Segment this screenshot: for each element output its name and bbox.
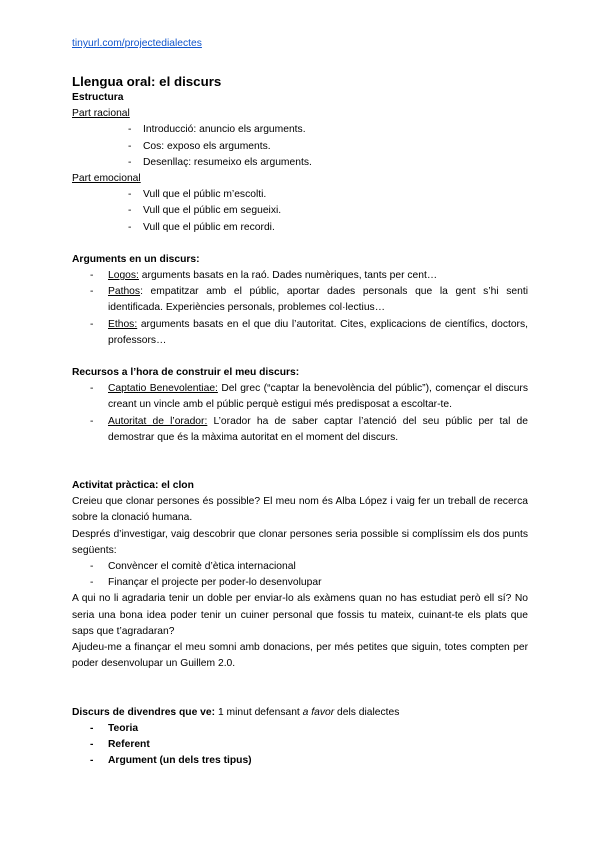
argument-term: Pathos xyxy=(108,286,141,298)
project-link[interactable]: tinyurl.com/projectedialectes xyxy=(72,38,202,49)
activitat-heading: Activitat pràctica: el clon xyxy=(72,480,194,492)
activitat-list xyxy=(72,559,528,591)
list-item: - Introducció: anuncio els arguments. xyxy=(72,122,528,138)
argument-term: Ethos: xyxy=(108,318,138,330)
activitat-paragraph-4: Ajudeu-me a finançar el meu somni amb donacions, per més petites que siguin, totes compten per poder desenvolupar un Guillem 2.0. xyxy=(72,642,528,670)
part-emocional-label: Part emocional xyxy=(72,173,141,185)
divendres-italic: a favor xyxy=(302,706,335,718)
part-racional-label: Part racional xyxy=(72,108,130,120)
divendres-list xyxy=(72,721,528,770)
list-item: - Desenllaç: resumeixo els arguments. xyxy=(72,155,528,171)
argument-item-ethos xyxy=(72,317,528,349)
divendres-line xyxy=(72,705,528,721)
list-item: - Finançar el projecte per poder-lo desenvolupar xyxy=(72,575,528,591)
argument-item-logos xyxy=(72,268,528,284)
document-title: Llengua oral: el discurs xyxy=(72,74,222,89)
list-item: - Teoria xyxy=(72,721,528,737)
part-emocional-list xyxy=(72,187,528,236)
part-racional-list xyxy=(72,122,528,171)
recurs-item-autoritat xyxy=(72,414,528,446)
divendres-lead: Discurs de divendres que ve: xyxy=(72,706,216,718)
arguments-heading: Arguments en un discurs: xyxy=(72,253,200,265)
argument-term: Logos: xyxy=(108,270,139,282)
recurs-item-captatio xyxy=(72,381,528,413)
argument-text: arguments basats en la raó. Dades numèriques, tants per cent… xyxy=(138,270,438,282)
list-item: - Vull que el públic em segueixi. xyxy=(72,203,528,219)
argument-item-pathos xyxy=(72,284,528,316)
list-item: - Argument (un dels tres tipus) xyxy=(72,753,528,769)
estructura-heading: Estructura xyxy=(72,92,124,103)
divendres-text: 1 minut defensant xyxy=(215,706,303,718)
activitat-paragraph-3: A qui no li agradaria tenir un doble per enviar-lo als exàmens quan no has estudiat però ell sí? No seria una bona idea poder tenir un cuiner personal que fossis tu mateix, cuinant-te els plats que saps que t’agradaran? xyxy=(72,593,528,637)
activitat-paragraph-2: Després d’investigar, vaig descobrir que clonar persones seria possible si complíssim els dos punts següents: xyxy=(72,528,528,556)
argument-text: : empatitzar amb el públic, aportar dades personals que la gent s’hi senti identificada. Experiències personals, problemes col·lectius… xyxy=(108,286,528,314)
recursos-list xyxy=(72,381,528,446)
arguments-list xyxy=(72,268,528,349)
recurs-term: Captatio Benevolentiae: xyxy=(108,383,218,395)
recurs-text: Del grec (“captar la benevolència del públic”), començar el discurs creant un vincle amb el públic perquè estigui més predisposat a escoltar-te. xyxy=(108,383,528,411)
list-item: - Cos: exposo els arguments. xyxy=(72,139,528,155)
list-item: - Convèncer el comitè d’ètica internacional xyxy=(72,559,528,575)
list-item: - Referent xyxy=(72,737,528,753)
recurs-text: L’orador ha de saber captar l’atenció del seu públic per tal de demostrar que és la màxima autoritat en el moment del discurs. xyxy=(108,415,528,443)
document-content xyxy=(72,73,528,769)
argument-text: arguments basats en el que diu l’autoritat. Cites, explicacions de científics, doctors, professors… xyxy=(108,318,528,346)
recursos-heading: Recursos a l’hora de construir el meu discurs: xyxy=(72,367,300,379)
divendres-text-end: dels dialectes xyxy=(334,706,400,718)
list-item: - Vull que el públic m’escolti. xyxy=(72,187,528,203)
list-item: - Vull que el públic em recordi. xyxy=(72,220,528,236)
activitat-paragraph-1: Creieu que clonar persones és possible? El meu nom és Alba López i vaig fer un treball de recerca sobre la clonació humana. xyxy=(72,496,528,524)
recurs-term: Autoritat de l’orador: xyxy=(108,415,208,427)
